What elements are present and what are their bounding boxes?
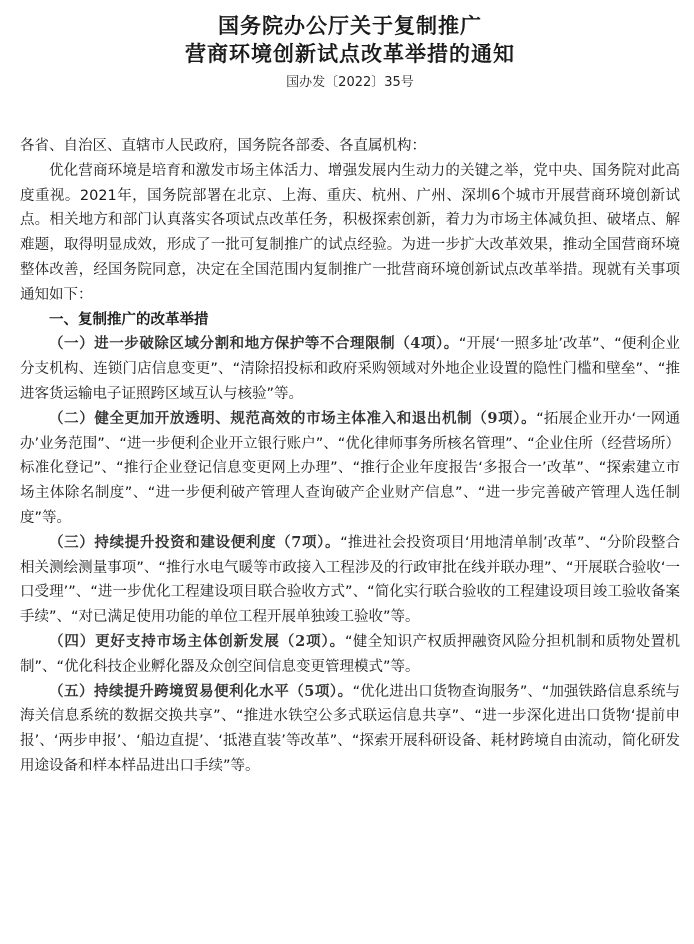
document-title-line2: 营商环境创新试点改革举措的通知 <box>185 41 515 66</box>
document-body <box>20 134 680 779</box>
intro-paragraph: 优化营商环境是培育和激发市场主体活力、增强发展内生动力的关键之举，党中央、国务院对此高度重视。2021年，国务院部署在北京、上海、重庆、杭州、广州、深圳6个城市开展营商环境创新试点。相关地方和部门认真落实各项试点改革任务，积极探索创新，着力为市场主体减负担、破堵点、解难题，取得明显成效，形成了一批可复制推广的试点经验。为进一步扩大改革效果，推动全国营商环境整体改善，经国务院同意，决定在全国范围内复制推广一批营商环境创新试点改革举措。现就有关事项通知如下： <box>20 162 680 303</box>
reform-item-text: “推进社会投资项目‘用地清单制’改革”、“分阶段整合相关测绘测量事项”、“推行水电气暖等市政接入工程涉及的行政审批在线并联办理”、“开展联合验收‘一口受理’”、“进一步优化工程建设项目联合验收方式”、“简化实行联合验收的工程建设项目竣工验收备案手续”、“对已满足使用功能的单位工程开展单独竣工验收”等。 <box>20 534 680 626</box>
reform-item <box>20 680 680 779</box>
reform-item-text: “优化进出口货物查询服务”、“加强铁路信息系统与海关信息系统的数据交换共享”、“推进水铁空公多式联运信息共享”、“进一步深化进出口货物‘提前申报’、‘两步申报’、‘船边直提’、‘抵港直装’等改革”、“探索开展科研设备、耗材跨境自由流动，简化研发用途设备和样本样品进出口手续”等。 <box>20 683 680 774</box>
reform-item-heading: （一）进一步破除区域分割和地方保护等不合理限制（4项）。 <box>49 335 459 353</box>
section-heading: 一、复制推广的改革举措 <box>49 311 209 328</box>
document-title-line1: 国务院办公厅关于复制推广 <box>218 13 482 38</box>
reform-item-text: “开展‘一照多址’改革”、“便利企业分支机构、连锁门店信息变更”、“清除招投标和政府采购领域对外地企业设置的隐性门槛和壁垒”、“推进客货运输电子证照跨区域互认与核验”等。 <box>20 336 680 402</box>
reform-item <box>20 531 680 630</box>
reform-item-heading: （二）健全更加开放透明、规范高效的市场主体准入和退出机制（9项）。 <box>49 409 537 427</box>
reform-item-heading: （三）持续提升投资和建设便利度（7项）。 <box>49 533 341 551</box>
reform-item-text: “拓展企业开办‘一网通办’业务范围”、“进一步便利企业开立银行账户”、“优化律师事务所核名管理”、“企业住所（经营场所）标准化登记”、“推行企业登记信息变更网上办理”、“推行企业年度报告‘多报合一’改革”、“探索建立市场主体除名制度”、“进一步便利破产管理人查询破产企业财产信息”、“进一步完善破产管理人选任制度”等。 <box>20 410 680 526</box>
reform-item <box>20 630 680 680</box>
reform-item-text: “健全知识产权质押融资风险分担机制和质物处置机制”、“优化科技企业孵化器及众创空间信息变更管理模式”等。 <box>20 633 680 675</box>
reform-item <box>20 332 680 406</box>
reform-item <box>20 407 680 531</box>
reform-item-heading: （五）持续提升跨境贸易便利化水平（5项）。 <box>49 682 353 700</box>
document-number: 国办发〔2022〕35号 <box>286 75 414 90</box>
addressee-line: 各省、自治区、直辖市人民政府，国务院各部委、各直属机构： <box>20 138 426 154</box>
reform-item-heading: （四）更好支持市场主体创新发展（2项）。 <box>49 632 346 650</box>
